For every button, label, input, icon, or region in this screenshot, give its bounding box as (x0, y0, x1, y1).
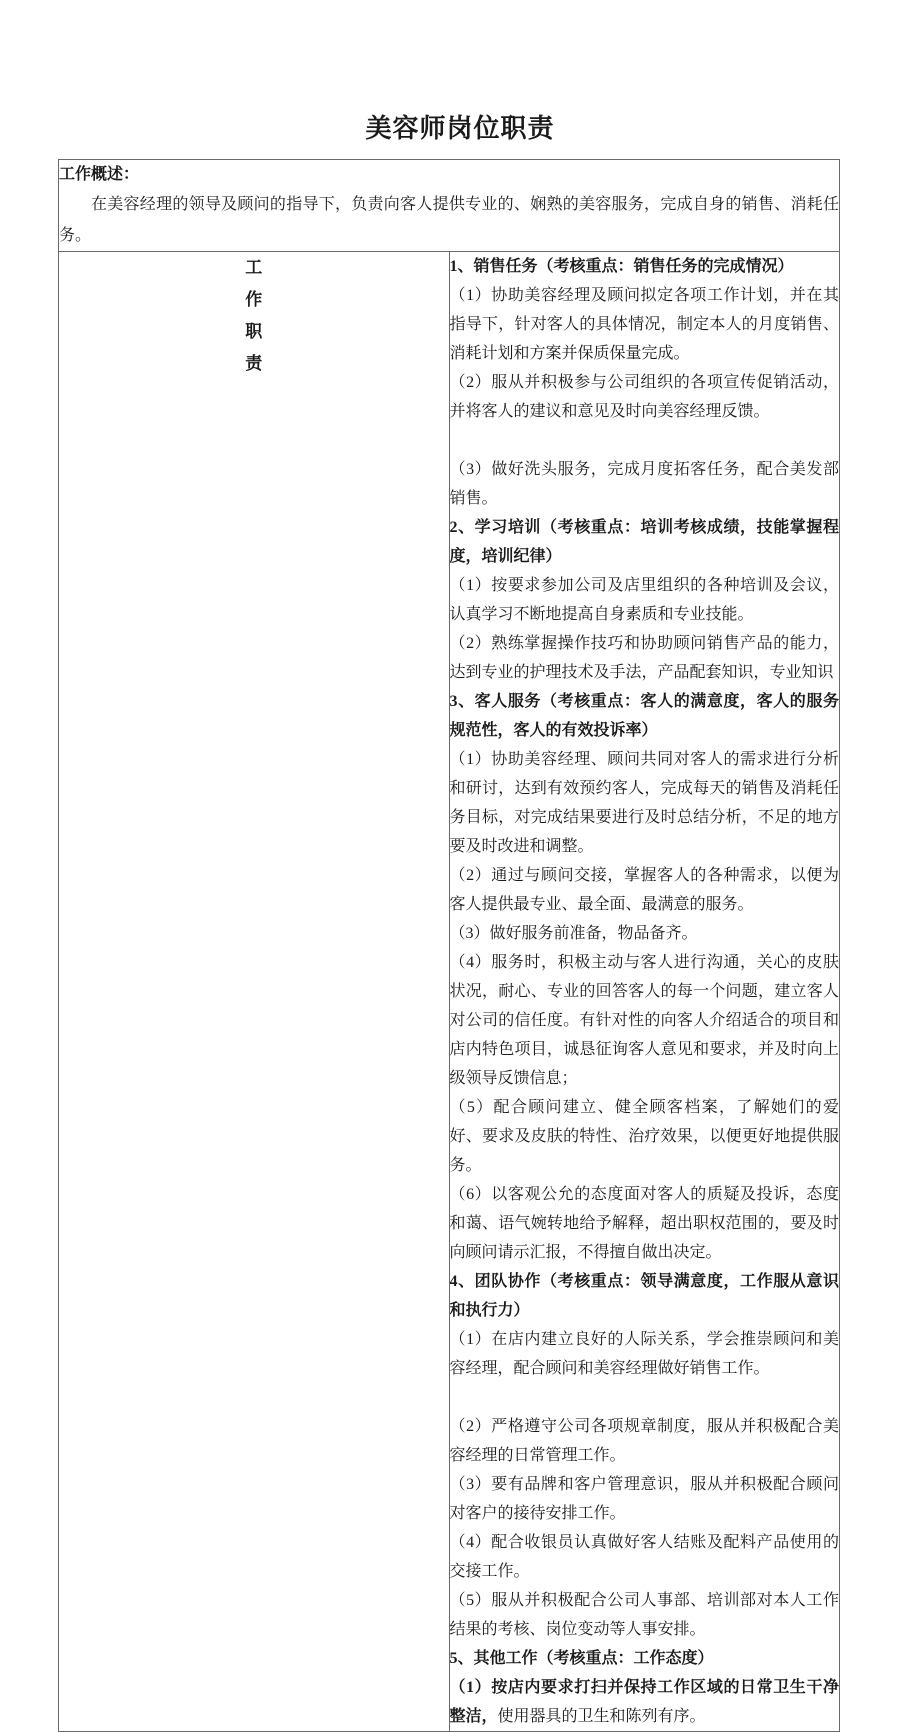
duties-label-char: 责 (245, 354, 263, 373)
duties-content (450, 252, 840, 1731)
duty-item: （4）配合收银员认真做好客人结账及配料产品使用的交接工作。 (449, 1534, 839, 1580)
overview-cell (59, 160, 840, 252)
section-heading: 1、销售任务（考核重点：销售任务的完成情况） (449, 258, 794, 275)
duty-item: （2）严格遵守公司各项规章制度，服从并积极配合美容经理的日常管理工作。 (449, 1418, 839, 1464)
job-duties-table (58, 159, 840, 1732)
overview-label: 工作概述： (59, 166, 140, 183)
duties-label (59, 252, 449, 380)
duty-item: （3）做好服务前准备，物品备齐。 (449, 925, 698, 942)
duty-item: （3）要有品牌和客户管理意识，服从并积极配合顾问对客户的接待安排工作。 (449, 1476, 839, 1522)
overview-text: 在美容经理的领导及顾问的指导下，负责向客人提供专业的、娴熟的美容服务，完成自身的销售、消耗任务。 (59, 196, 839, 244)
duty-item-bold-text: （1）按店内要求打扫并保持工作区域的日常卫生干净整洁， (449, 1679, 839, 1725)
duty-item: （1）在店内建立良好的人际关系，学会推崇顾问和美容经理，配合顾问和美容经理做好销售工作。 (449, 1331, 839, 1377)
duty-item: （5）服从并积极配合公司人事部、培训部对本人工作结果的考核、岗位变动等人事安排。 (449, 1592, 839, 1638)
section-heading: 3、客人服务（考核重点：客人的满意度，客人的服务规范性，客人的有效投诉率） (449, 693, 839, 739)
duty-item: （1）按店内要求打扫并保持工作区域的日常卫生干净整洁，使用器具的卫生和陈列有序。 (449, 1679, 839, 1725)
duties-label-cell (59, 252, 450, 1732)
duty-item: （1）按要求参加公司及店里组织的各种培训及会议，认真学习不断地提高自身素质和专业技能。 (449, 577, 839, 623)
duty-item: （6）以客观公允的态度面对客人的质疑及投诉，态度和蔼、语气婉转地给予解释，超出职权范围的，要及时向顾问请示汇报，不得擅自做出决定。 (449, 1186, 839, 1261)
blank-line (450, 1383, 840, 1412)
section-heading: 2、学习培训（考核重点：培训考核成绩，技能掌握程度，培训纪律） (449, 519, 839, 565)
duty-item: （2）熟练掌握操作技巧和协助顾问销售产品的能力，达到专业的护理技术及手法，产品配套知识，专业知识 (449, 635, 839, 681)
duties-label-char: 职 (245, 322, 263, 341)
section-heading: 5、其他工作（考核重点：工作态度） (449, 1650, 714, 1667)
page-title: 美容师岗位职责 (365, 114, 555, 143)
duties-row (59, 252, 840, 1732)
overview-row (59, 160, 840, 252)
duties-content-cell (449, 252, 840, 1732)
duty-item: （3）做好洗头服务，完成月度拓客任务，配合美发部销售。 (449, 461, 839, 507)
duty-item: （1）协助美容经理及顾问拟定各项工作计划，并在其指导下，针对客人的具体情况，制定本人的月度销售、消耗计划和方案并保质保量完成。 (449, 287, 839, 362)
duties-label-char: 作 (245, 290, 263, 309)
duties-label-char: 工 (245, 258, 263, 277)
section-heading: 4、团队协作（考核重点：领导满意度，工作服从意识和执行力） (449, 1273, 839, 1319)
duty-item: （4）服务时，积极主动与客人进行沟通，关心的皮肤状况，耐心、专业的回答客人的每一个问题，建立客人对公司的信任度。有针对性的向客人介绍适合的项目和店内特色项目，诚恳征询客人意见和要求，并及时向上级领导反馈信息； (449, 954, 839, 1087)
duty-item: （2）服从并积极参与公司组织的各项宣传促销活动，并将客人的建议和意见及时向美容经理反馈。 (449, 374, 839, 420)
duty-item: （1）协助美容经理、顾问共同对客人的需求进行分析和研讨，达到有效预约客人，完成每天的销售及消耗任务目标，对完成结果要进行及时总结分析，不足的地方要及时改进和调整。 (449, 751, 839, 855)
duty-item: （5）配合顾问建立、健全顾客档案，了解她们的爱好、要求及皮肤的特性、治疗效果，以便更好地提供服务。 (449, 1099, 839, 1174)
blank-line (450, 426, 840, 455)
duty-item: （2）通过与顾问交接，掌握客人的各种需求，以便为客人提供最专业、最全面、最满意的服务。 (449, 867, 839, 913)
